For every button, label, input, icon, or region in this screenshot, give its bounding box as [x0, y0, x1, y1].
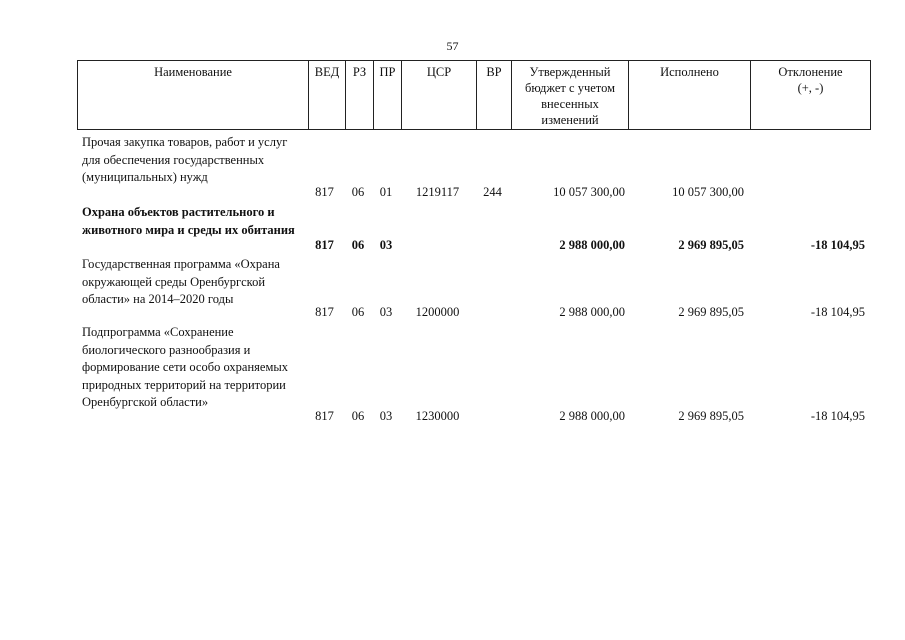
row-name: Прочая закупка товаров, работ и услуг для обеспечения государственных (муниципальных) нужд — [82, 135, 288, 184]
row-deviation: -18 104,95 — [810, 305, 865, 319]
row-executed: 2 969 895,05 — [678, 238, 744, 252]
header-deviation: Отклонение (+, -) — [750, 61, 870, 129]
row-deviation: -18 104,95 — [810, 238, 865, 252]
row-executed: 2 969 895,05 — [678, 409, 744, 423]
row-approved: 2 988 000,00 — [559, 305, 625, 319]
row-executed: 10 057 300,00 — [672, 185, 744, 199]
row-pr: 03 — [379, 305, 393, 319]
row-ved: 817 — [315, 409, 334, 423]
row-pr: 03 — [379, 409, 393, 423]
row-pr: 01 — [379, 185, 393, 199]
header-name: Наименование — [154, 65, 232, 79]
header-ved: ВЕД — [308, 61, 345, 129]
row-rz: 06 — [351, 409, 365, 423]
row-name: Подпрограмма «Сохранение биологического разнообразия и формирование сети особо охраняемых природных территорий на территории Оренбургской области» — [82, 325, 288, 409]
header-csr: ЦСР — [401, 61, 476, 129]
row-approved: 2 988 000,00 — [559, 238, 625, 252]
row-rz: 06 — [351, 305, 365, 319]
row-executed: 2 969 895,05 — [678, 305, 744, 319]
row-rz: 06 — [351, 238, 365, 252]
page-number: 57 — [446, 39, 459, 53]
row-csr: 1230000 — [415, 409, 460, 423]
row-name: Государственная программа «Охрана окружающей среды Оренбургской области» на 2014–2020 годы — [82, 257, 280, 306]
header-approved: Утвержденный бюджет с учетом внесенных изменений — [511, 61, 628, 129]
row-name: Охрана объектов растительного и животного мира и среды их обитания — [82, 205, 295, 237]
row-approved: 10 057 300,00 — [553, 185, 625, 199]
row-csr: 1200000 — [415, 305, 460, 319]
row-approved: 2 988 000,00 — [559, 409, 625, 423]
row-ved: 817 — [315, 185, 334, 199]
row-deviation: -18 104,95 — [810, 409, 865, 423]
row-vr: 244 — [483, 185, 502, 199]
row-rz: 06 — [351, 185, 365, 199]
row-csr: 1219117 — [415, 185, 460, 199]
table-header — [77, 60, 871, 130]
row-pr: 03 — [379, 238, 393, 252]
header-rz: РЗ — [345, 61, 373, 129]
row-ved: 817 — [315, 238, 334, 252]
header-executed: Исполнено — [628, 61, 750, 129]
row-ved: 817 — [315, 305, 334, 319]
header-vr: ВР — [476, 61, 511, 129]
header-pr: ПР — [373, 61, 401, 129]
